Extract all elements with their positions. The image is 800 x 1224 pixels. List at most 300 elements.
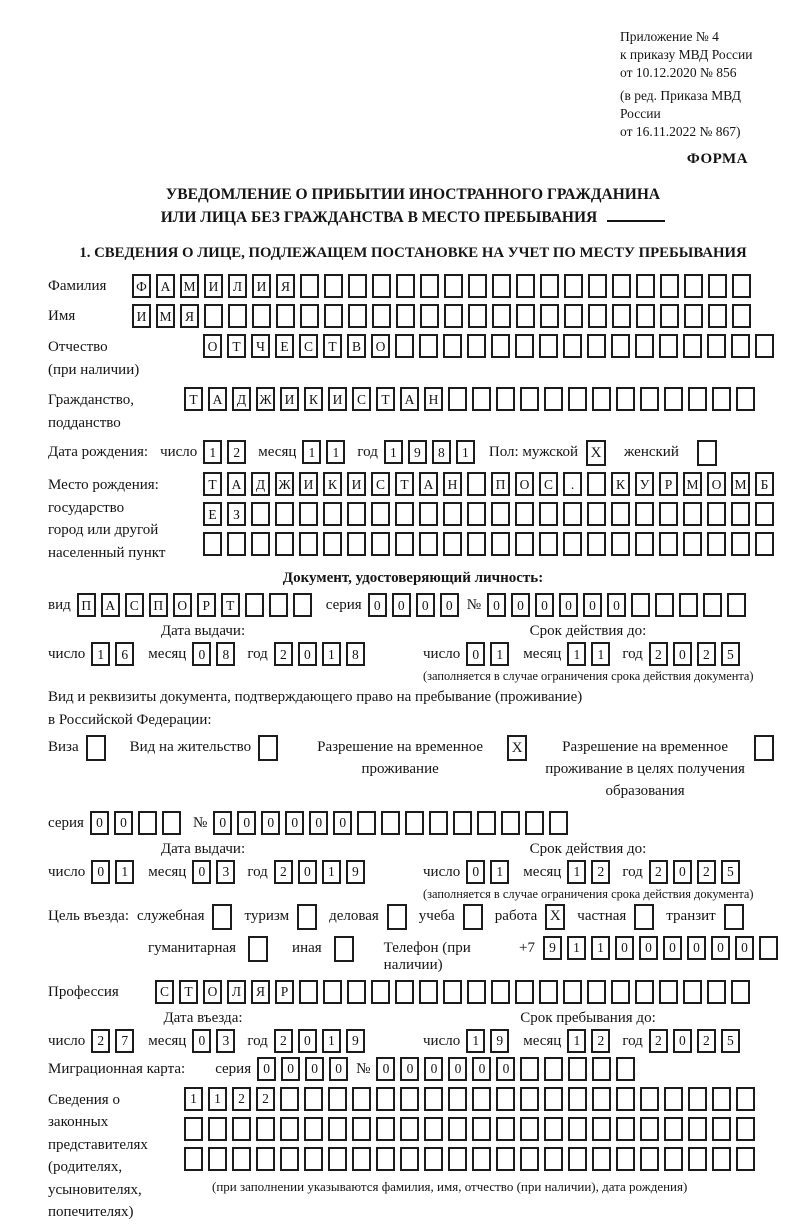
form-cell[interactable]: 9: [490, 1029, 509, 1053]
form-cell[interactable]: [736, 1117, 755, 1141]
form-cell[interactable]: [612, 304, 631, 328]
form-cell[interactable]: 1: [567, 642, 586, 666]
form-cell[interactable]: [727, 593, 746, 617]
form-cell[interactable]: 1: [115, 860, 134, 884]
purpose-transit-checkbox[interactable]: [724, 904, 744, 930]
form-cell[interactable]: 1: [567, 1029, 586, 1053]
form-cell[interactable]: [492, 304, 511, 328]
form-cell[interactable]: 0: [392, 593, 411, 617]
form-cell[interactable]: [443, 532, 462, 556]
form-cell[interactable]: [712, 1147, 731, 1171]
form-cell[interactable]: 0: [559, 593, 578, 617]
form-cell[interactable]: [232, 1117, 251, 1141]
form-cell[interactable]: [640, 1087, 659, 1111]
form-cell[interactable]: 8: [432, 440, 451, 464]
form-cell[interactable]: 0: [298, 1029, 317, 1053]
form-cell[interactable]: 0: [192, 642, 211, 666]
form-cell[interactable]: [592, 1057, 611, 1081]
form-cell[interactable]: 0: [687, 936, 706, 960]
form-cell[interactable]: [539, 502, 558, 526]
form-cell[interactable]: 0: [298, 642, 317, 666]
form-cell[interactable]: [496, 1147, 515, 1171]
form-cell[interactable]: А: [419, 472, 438, 496]
form-cell[interactable]: [588, 274, 607, 298]
form-cell[interactable]: [568, 1087, 587, 1111]
form-cell[interactable]: [688, 1147, 707, 1171]
form-cell[interactable]: [448, 1147, 467, 1171]
form-cell[interactable]: .: [563, 472, 582, 496]
form-cell[interactable]: [323, 980, 342, 1004]
form-cell[interactable]: [228, 304, 247, 328]
form-cell[interactable]: [293, 593, 312, 617]
form-cell[interactable]: [587, 502, 606, 526]
form-cell[interactable]: [300, 304, 319, 328]
form-cell[interactable]: 1: [184, 1087, 203, 1111]
form-cell[interactable]: [731, 502, 750, 526]
form-cell[interactable]: [708, 304, 727, 328]
form-cell[interactable]: 2: [649, 860, 668, 884]
form-cell[interactable]: М: [180, 274, 199, 298]
form-cell[interactable]: [539, 532, 558, 556]
form-cell[interactable]: [612, 274, 631, 298]
form-cell[interactable]: [683, 532, 702, 556]
form-cell[interactable]: 0: [673, 1029, 692, 1053]
form-cell[interactable]: [328, 1147, 347, 1171]
form-cell[interactable]: 1: [203, 440, 222, 464]
form-cell[interactable]: [443, 334, 462, 358]
form-cell[interactable]: [472, 1087, 491, 1111]
form-cell[interactable]: [304, 1147, 323, 1171]
form-cell[interactable]: 8: [346, 642, 365, 666]
form-cell[interactable]: [688, 1087, 707, 1111]
form-cell[interactable]: [395, 532, 414, 556]
form-cell[interactable]: И: [132, 304, 151, 328]
form-cell[interactable]: [275, 532, 294, 556]
form-cell[interactable]: [540, 304, 559, 328]
form-cell[interactable]: [616, 1117, 635, 1141]
form-cell[interactable]: [419, 532, 438, 556]
form-cell[interactable]: [563, 980, 582, 1004]
form-cell[interactable]: [348, 274, 367, 298]
form-cell[interactable]: О: [203, 980, 222, 1004]
form-cell[interactable]: 1: [490, 642, 509, 666]
form-cell[interactable]: [679, 593, 698, 617]
form-cell[interactable]: 1: [591, 642, 610, 666]
purpose-business-checkbox[interactable]: [387, 904, 407, 930]
form-cell[interactable]: 3: [216, 1029, 235, 1053]
form-cell[interactable]: [640, 1147, 659, 1171]
form-cell[interactable]: И: [328, 387, 347, 411]
form-cell[interactable]: Т: [395, 472, 414, 496]
form-cell[interactable]: [424, 1087, 443, 1111]
form-cell[interactable]: [472, 1147, 491, 1171]
form-cell[interactable]: 2: [591, 1029, 610, 1053]
form-cell[interactable]: 1: [466, 1029, 485, 1053]
form-cell[interactable]: [516, 274, 535, 298]
form-cell[interactable]: С: [371, 472, 390, 496]
form-cell[interactable]: 0: [673, 860, 692, 884]
form-cell[interactable]: 8: [216, 642, 235, 666]
form-cell[interactable]: [759, 936, 778, 960]
form-cell[interactable]: [252, 304, 271, 328]
form-cell[interactable]: 2: [91, 1029, 110, 1053]
form-cell[interactable]: [424, 1147, 443, 1171]
form-cell[interactable]: [563, 334, 582, 358]
form-cell[interactable]: Я: [180, 304, 199, 328]
form-cell[interactable]: [640, 1117, 659, 1141]
form-cell[interactable]: [371, 502, 390, 526]
form-cell[interactable]: 0: [237, 811, 256, 835]
form-cell[interactable]: [736, 1147, 755, 1171]
form-cell[interactable]: [328, 1087, 347, 1111]
form-cell[interactable]: [659, 532, 678, 556]
form-cell[interactable]: [280, 1147, 299, 1171]
form-cell[interactable]: Д: [232, 387, 251, 411]
form-cell[interactable]: С: [155, 980, 174, 1004]
form-cell[interactable]: Д: [251, 472, 270, 496]
form-cell[interactable]: 0: [192, 860, 211, 884]
form-cell[interactable]: [496, 387, 515, 411]
form-cell[interactable]: [515, 532, 534, 556]
form-cell[interactable]: 2: [232, 1087, 251, 1111]
form-cell[interactable]: Р: [197, 593, 216, 617]
form-cell[interactable]: 1: [322, 1029, 341, 1053]
form-cell[interactable]: [400, 1087, 419, 1111]
form-cell[interactable]: 0: [639, 936, 658, 960]
form-cell[interactable]: [491, 532, 510, 556]
form-cell[interactable]: 5: [721, 860, 740, 884]
form-cell[interactable]: И: [252, 274, 271, 298]
form-cell[interactable]: [251, 532, 270, 556]
form-cell[interactable]: Н: [424, 387, 443, 411]
form-cell[interactable]: 0: [213, 811, 232, 835]
form-cell[interactable]: [208, 1117, 227, 1141]
form-cell[interactable]: 0: [368, 593, 387, 617]
form-cell[interactable]: 0: [440, 593, 459, 617]
form-cell[interactable]: [660, 274, 679, 298]
form-cell[interactable]: [525, 811, 544, 835]
form-cell[interactable]: 2: [274, 1029, 293, 1053]
form-cell[interactable]: [352, 1087, 371, 1111]
form-cell[interactable]: [448, 1117, 467, 1141]
form-cell[interactable]: [568, 1057, 587, 1081]
form-cell[interactable]: О: [203, 334, 222, 358]
form-cell[interactable]: [448, 1087, 467, 1111]
form-cell[interactable]: [453, 811, 472, 835]
form-cell[interactable]: [467, 472, 486, 496]
form-cell[interactable]: Е: [203, 502, 222, 526]
form-cell[interactable]: 0: [91, 860, 110, 884]
form-cell[interactable]: [592, 1147, 611, 1171]
form-cell[interactable]: 0: [333, 811, 352, 835]
form-cell[interactable]: [472, 387, 491, 411]
form-cell[interactable]: [635, 334, 654, 358]
form-cell[interactable]: З: [227, 502, 246, 526]
form-cell[interactable]: 0: [192, 1029, 211, 1053]
form-cell[interactable]: 1: [91, 642, 110, 666]
form-cell[interactable]: Я: [276, 274, 295, 298]
form-cell[interactable]: [492, 274, 511, 298]
form-cell[interactable]: 2: [227, 440, 246, 464]
form-cell[interactable]: 0: [466, 860, 485, 884]
form-cell[interactable]: Н: [443, 472, 462, 496]
form-cell[interactable]: [755, 334, 774, 358]
form-cell[interactable]: 0: [305, 1057, 324, 1081]
form-cell[interactable]: [371, 980, 390, 1004]
form-cell[interactable]: [256, 1147, 275, 1171]
form-cell[interactable]: [587, 472, 606, 496]
form-cell[interactable]: [736, 387, 755, 411]
form-cell[interactable]: [232, 1147, 251, 1171]
form-cell[interactable]: [688, 387, 707, 411]
form-cell[interactable]: [544, 1117, 563, 1141]
form-cell[interactable]: [352, 1117, 371, 1141]
residence-permit-checkbox[interactable]: [258, 735, 278, 761]
form-cell[interactable]: 9: [543, 936, 562, 960]
form-cell[interactable]: 2: [591, 860, 610, 884]
form-cell[interactable]: [204, 304, 223, 328]
form-cell[interactable]: М: [683, 472, 702, 496]
form-cell[interactable]: [443, 502, 462, 526]
form-cell[interactable]: 0: [583, 593, 602, 617]
form-cell[interactable]: У: [635, 472, 654, 496]
form-cell[interactable]: А: [208, 387, 227, 411]
form-cell[interactable]: [664, 1117, 683, 1141]
form-cell[interactable]: П: [491, 472, 510, 496]
form-cell[interactable]: 1: [490, 860, 509, 884]
form-cell[interactable]: [568, 1147, 587, 1171]
form-cell[interactable]: [755, 502, 774, 526]
form-cell[interactable]: 2: [649, 1029, 668, 1053]
purpose-other-checkbox[interactable]: [334, 936, 354, 962]
form-cell[interactable]: [208, 1147, 227, 1171]
form-cell[interactable]: [324, 274, 343, 298]
form-cell[interactable]: [616, 1147, 635, 1171]
form-cell[interactable]: [280, 1087, 299, 1111]
form-cell[interactable]: [712, 1117, 731, 1141]
form-cell[interactable]: [655, 593, 674, 617]
form-cell[interactable]: 0: [535, 593, 554, 617]
form-cell[interactable]: 0: [261, 811, 280, 835]
form-cell[interactable]: 0: [309, 811, 328, 835]
form-cell[interactable]: [405, 811, 424, 835]
form-cell[interactable]: [467, 502, 486, 526]
form-cell[interactable]: [635, 980, 654, 1004]
form-cell[interactable]: [184, 1147, 203, 1171]
form-cell[interactable]: [707, 532, 726, 556]
form-cell[interactable]: Б: [755, 472, 774, 496]
form-cell[interactable]: [203, 532, 222, 556]
form-cell[interactable]: [467, 334, 486, 358]
form-cell[interactable]: 5: [721, 1029, 740, 1053]
form-cell[interactable]: [592, 1117, 611, 1141]
form-cell[interactable]: [477, 811, 496, 835]
form-cell[interactable]: [592, 387, 611, 411]
form-cell[interactable]: [491, 980, 510, 1004]
form-cell[interactable]: [635, 502, 654, 526]
form-cell[interactable]: 0: [448, 1057, 467, 1081]
form-cell[interactable]: [443, 980, 462, 1004]
purpose-work-checkbox[interactable]: X: [545, 904, 565, 930]
form-cell[interactable]: [664, 387, 683, 411]
form-cell[interactable]: [299, 980, 318, 1004]
form-cell[interactable]: 0: [735, 936, 754, 960]
form-cell[interactable]: О: [173, 593, 192, 617]
form-cell[interactable]: [424, 1117, 443, 1141]
visa-checkbox[interactable]: [86, 735, 106, 761]
form-cell[interactable]: [564, 274, 583, 298]
form-cell[interactable]: [635, 532, 654, 556]
form-cell[interactable]: 0: [281, 1057, 300, 1081]
form-cell[interactable]: [372, 274, 391, 298]
form-cell[interactable]: [611, 502, 630, 526]
form-cell[interactable]: 5: [721, 642, 740, 666]
form-cell[interactable]: 0: [673, 642, 692, 666]
form-cell[interactable]: 0: [472, 1057, 491, 1081]
form-cell[interactable]: [631, 593, 650, 617]
form-cell[interactable]: 9: [346, 860, 365, 884]
form-cell[interactable]: [352, 1147, 371, 1171]
form-cell[interactable]: А: [227, 472, 246, 496]
form-cell[interactable]: 0: [416, 593, 435, 617]
form-cell[interactable]: [683, 334, 702, 358]
form-cell[interactable]: 0: [496, 1057, 515, 1081]
form-cell[interactable]: Ж: [256, 387, 275, 411]
form-cell[interactable]: [544, 1057, 563, 1081]
form-cell[interactable]: [712, 387, 731, 411]
form-cell[interactable]: [468, 274, 487, 298]
form-cell[interactable]: [304, 1117, 323, 1141]
form-cell[interactable]: [138, 811, 157, 835]
form-cell[interactable]: [395, 502, 414, 526]
form-cell[interactable]: [444, 274, 463, 298]
form-cell[interactable]: [540, 274, 559, 298]
form-cell[interactable]: [467, 980, 486, 1004]
form-cell[interactable]: 2: [649, 642, 668, 666]
form-cell[interactable]: Л: [227, 980, 246, 1004]
form-cell[interactable]: [516, 304, 535, 328]
form-cell[interactable]: [563, 502, 582, 526]
form-cell[interactable]: [280, 1117, 299, 1141]
form-cell[interactable]: [616, 1087, 635, 1111]
form-cell[interactable]: Т: [221, 593, 240, 617]
form-cell[interactable]: 9: [346, 1029, 365, 1053]
form-cell[interactable]: А: [101, 593, 120, 617]
form-cell[interactable]: [395, 980, 414, 1004]
form-cell[interactable]: [323, 532, 342, 556]
form-cell[interactable]: [587, 334, 606, 358]
form-cell[interactable]: 0: [711, 936, 730, 960]
form-cell[interactable]: [520, 387, 539, 411]
form-cell[interactable]: 1: [326, 440, 345, 464]
form-cell[interactable]: [755, 532, 774, 556]
form-cell[interactable]: 2: [274, 860, 293, 884]
form-cell[interactable]: [520, 1117, 539, 1141]
form-cell[interactable]: 0: [285, 811, 304, 835]
form-cell[interactable]: [347, 532, 366, 556]
form-cell[interactable]: 2: [697, 1029, 716, 1053]
form-cell[interactable]: [348, 304, 367, 328]
form-cell[interactable]: [227, 532, 246, 556]
form-cell[interactable]: И: [347, 472, 366, 496]
form-cell[interactable]: [592, 1087, 611, 1111]
form-cell[interactable]: 0: [329, 1057, 348, 1081]
form-cell[interactable]: 0: [90, 811, 109, 835]
form-cell[interactable]: [448, 387, 467, 411]
form-cell[interactable]: [420, 304, 439, 328]
form-cell[interactable]: 1: [322, 642, 341, 666]
form-cell[interactable]: 0: [298, 860, 317, 884]
form-cell[interactable]: [640, 387, 659, 411]
form-cell[interactable]: К: [611, 472, 630, 496]
form-cell[interactable]: [371, 532, 390, 556]
form-cell[interactable]: [396, 274, 415, 298]
temp-residence-education-checkbox[interactable]: [754, 735, 774, 761]
form-cell[interactable]: [467, 532, 486, 556]
form-cell[interactable]: 0: [663, 936, 682, 960]
form-cell[interactable]: [659, 334, 678, 358]
form-cell[interactable]: [376, 1117, 395, 1141]
form-cell[interactable]: [347, 980, 366, 1004]
form-cell[interactable]: [664, 1087, 683, 1111]
form-cell[interactable]: [357, 811, 376, 835]
form-cell[interactable]: [544, 387, 563, 411]
form-cell[interactable]: 1: [208, 1087, 227, 1111]
form-cell[interactable]: С: [539, 472, 558, 496]
form-cell[interactable]: Т: [227, 334, 246, 358]
form-cell[interactable]: 2: [697, 642, 716, 666]
form-cell[interactable]: [324, 304, 343, 328]
form-cell[interactable]: О: [707, 472, 726, 496]
form-cell[interactable]: [162, 811, 181, 835]
form-cell[interactable]: 0: [466, 642, 485, 666]
form-cell[interactable]: 0: [114, 811, 133, 835]
form-cell[interactable]: [472, 1117, 491, 1141]
purpose-official-checkbox[interactable]: [212, 904, 232, 930]
form-cell[interactable]: [251, 502, 270, 526]
form-cell[interactable]: [683, 502, 702, 526]
form-cell[interactable]: 0: [511, 593, 530, 617]
form-cell[interactable]: [611, 980, 630, 1004]
form-cell[interactable]: [496, 1117, 515, 1141]
form-cell[interactable]: К: [323, 472, 342, 496]
form-cell[interactable]: [419, 980, 438, 1004]
form-cell[interactable]: [664, 1147, 683, 1171]
form-cell[interactable]: 1: [567, 936, 586, 960]
form-cell[interactable]: [269, 593, 288, 617]
form-cell[interactable]: [684, 304, 703, 328]
form-cell[interactable]: 1: [591, 936, 610, 960]
form-cell[interactable]: [549, 811, 568, 835]
form-cell[interactable]: [659, 502, 678, 526]
form-cell[interactable]: [636, 304, 655, 328]
form-cell[interactable]: [429, 811, 448, 835]
form-cell[interactable]: [731, 334, 750, 358]
sex-male-checkbox[interactable]: X: [586, 440, 606, 466]
form-cell[interactable]: [568, 387, 587, 411]
form-cell[interactable]: [400, 1147, 419, 1171]
form-cell[interactable]: [420, 274, 439, 298]
form-cell[interactable]: 9: [408, 440, 427, 464]
form-cell[interactable]: 2: [256, 1087, 275, 1111]
form-cell[interactable]: [347, 502, 366, 526]
form-cell[interactable]: [468, 304, 487, 328]
form-cell[interactable]: [683, 980, 702, 1004]
form-cell[interactable]: [304, 1087, 323, 1111]
form-cell[interactable]: [539, 980, 558, 1004]
form-cell[interactable]: [300, 274, 319, 298]
form-cell[interactable]: 2: [697, 860, 716, 884]
